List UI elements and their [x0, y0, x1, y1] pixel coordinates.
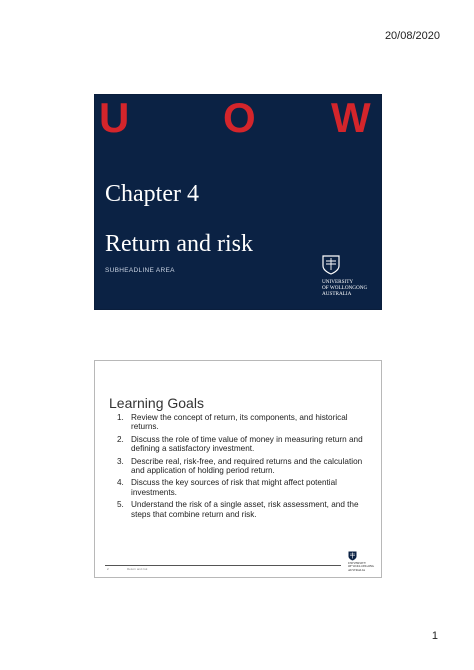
university-line: UNIVERSITY — [348, 561, 366, 565]
page-number: 1 — [431, 630, 438, 642]
university-line: OF WOLLONGONG — [322, 285, 368, 291]
university-line: AUSTRALIA — [348, 567, 365, 572]
list-item — [117, 478, 369, 497]
footer-text: Return and risk — [127, 567, 148, 571]
university-crest-icon — [348, 551, 357, 561]
list-item — [117, 457, 369, 476]
goal-number: 4. — [117, 478, 124, 488]
goal-text: Understand the risk of a single asset, risk assessment, and the steps that combine return and risk. — [131, 500, 359, 519]
goal-text: Discuss the role of time value of money in measuring return and defining a satisfactory investment. — [131, 434, 363, 454]
subheadline: SUBHEADLINE AREA — [105, 267, 175, 274]
list-item — [117, 435, 369, 454]
list-item — [117, 413, 369, 432]
university-line: OF WOLLONGONG — [348, 564, 375, 569]
goals-list — [117, 413, 369, 522]
page-date: 20/08/2020 — [384, 30, 440, 42]
goal-number: 1. — [117, 413, 124, 422]
goal-number: 5. — [117, 500, 124, 510]
goal-text: Discuss the key sources of risk that might affect potential investments. — [131, 478, 337, 497]
logo-letter-w: W — [331, 94, 371, 141]
list-item — [117, 500, 369, 519]
university-name — [348, 562, 378, 572]
logo-letter-u: U — [99, 94, 130, 141]
university-name — [322, 279, 378, 297]
title-slide — [94, 94, 382, 310]
university-crest-icon — [322, 255, 340, 275]
goal-text: Describe real, risk-free, and required returns and the calculation and application of holding period return. — [131, 456, 363, 476]
goal-number: 2. — [117, 434, 124, 444]
learning-goals-slide — [94, 360, 382, 578]
footer-slide-number: 2 — [107, 567, 109, 571]
slide-heading: Learning Goals — [109, 395, 204, 411]
university-line: UNIVERSITY — [322, 279, 354, 285]
footer-divider — [105, 565, 341, 566]
goal-text: Review the concept of return, its components, and historical returns. — [131, 413, 348, 432]
logo-letter-o: O — [223, 94, 256, 141]
slide-title: Chapter 4 — [105, 181, 199, 207]
university-line: AUSTRALIA — [322, 291, 352, 297]
goal-number: 3. — [117, 456, 124, 466]
slide-subtitle: Return and risk — [105, 231, 253, 257]
